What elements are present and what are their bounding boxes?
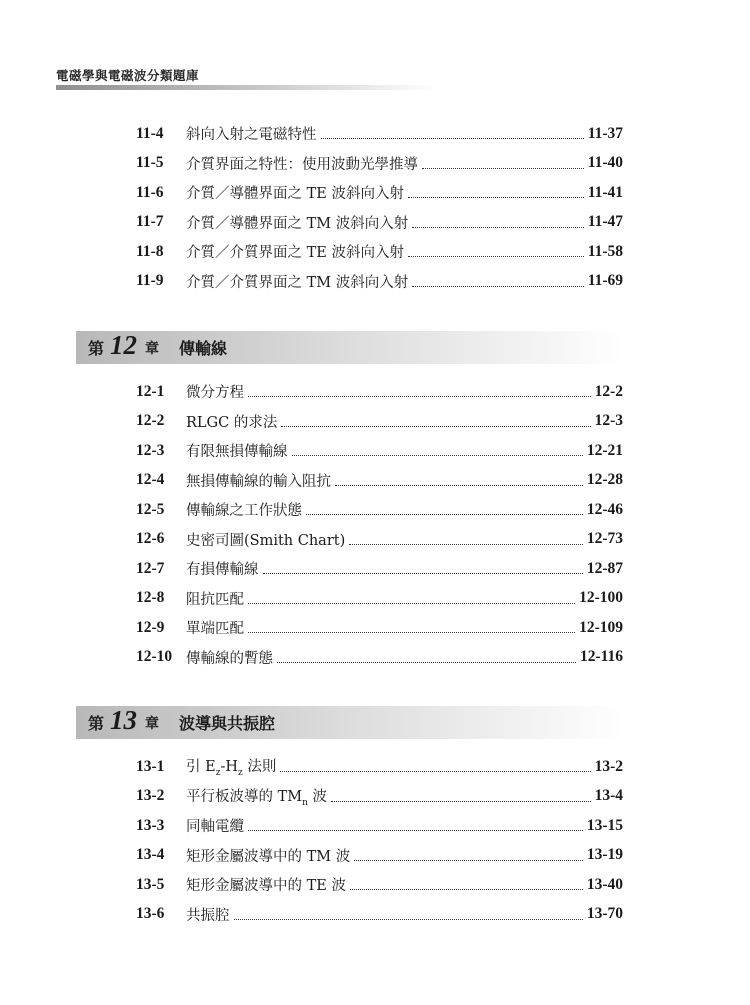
dot-leader	[354, 860, 583, 861]
toc-entry[interactable]	[136, 554, 623, 584]
entry-page: 13-40	[586, 875, 623, 893]
chapter-number: 13	[110, 705, 138, 735]
dot-leader	[408, 197, 584, 198]
entry-page: 11-40	[587, 154, 623, 172]
entry-title: RLGC 的求法	[186, 414, 278, 431]
entry-page: 12-109	[579, 618, 623, 636]
entry-title: 阻抗匹配	[186, 591, 244, 608]
entry-title: 傳輸線的暫態	[186, 650, 273, 667]
entry-page: 11-47	[587, 213, 623, 231]
chapter-12-heading	[76, 331, 624, 364]
toc-entry[interactable]	[136, 495, 623, 525]
entry-page: 11-41	[587, 183, 623, 201]
entry-number: 11-5	[136, 154, 164, 172]
dot-leader	[321, 138, 584, 139]
entry-number: 12-5	[136, 500, 165, 518]
dot-leader	[422, 168, 584, 169]
entry-title: 介質／導體界面之 TM 波斜向入射	[186, 215, 409, 232]
entry-page: 13-70	[586, 905, 623, 923]
toc-chapter-13	[136, 752, 623, 929]
entry-number: 12-9	[136, 618, 165, 636]
entry-page: 12-2	[594, 382, 623, 400]
toc-entry[interactable]	[136, 841, 623, 871]
entry-title: 單端匹配	[186, 621, 244, 638]
dot-leader	[263, 573, 583, 574]
entry-number: 12-1	[136, 382, 165, 400]
dot-leader	[349, 544, 583, 545]
toc-entry[interactable]	[136, 752, 623, 782]
entry-number: 11-4	[136, 124, 164, 142]
toc-entry[interactable]	[136, 782, 623, 812]
entry-number: 12-2	[136, 412, 165, 430]
toc-entry[interactable]	[136, 811, 623, 841]
toc-section-11	[136, 119, 623, 296]
dot-leader	[281, 426, 590, 427]
entry-number: 11-9	[136, 272, 164, 290]
toc-entry[interactable]	[136, 407, 623, 437]
toc-entry[interactable]	[136, 643, 623, 673]
chapter-title: 傳輸線	[179, 339, 228, 358]
dot-leader	[248, 830, 583, 831]
entry-number: 12-7	[136, 559, 165, 577]
toc-entry[interactable]	[136, 208, 623, 238]
running-header: 電磁學與電磁波分類題庫	[56, 68, 200, 83]
entry-number: 13-4	[136, 846, 165, 864]
entry-number: 12-6	[136, 530, 165, 548]
dot-leader	[412, 286, 583, 287]
entry-number: 11-7	[136, 213, 164, 231]
entry-page: 12-100	[579, 589, 623, 607]
entry-title: 無損傳輸線的輸入阻抗	[186, 473, 331, 490]
toc-entry[interactable]	[136, 267, 623, 297]
entry-number: 13-5	[136, 875, 165, 893]
chapter-prefix: 第	[88, 339, 105, 358]
entry-page: 12-116	[579, 648, 623, 666]
toc-entry[interactable]	[136, 149, 623, 179]
entry-number: 13-3	[136, 816, 165, 834]
toc-entry[interactable]	[136, 436, 623, 466]
chapter-suffix: 章	[145, 715, 160, 732]
entry-page: 12-87	[586, 559, 623, 577]
entry-title: 傳輸線之工作狀態	[186, 503, 302, 520]
entry-number: 13-2	[136, 787, 165, 805]
entry-number: 12-8	[136, 589, 165, 607]
toc-entry[interactable]	[136, 870, 623, 900]
entry-title: 介質／介質界面之 TE 波斜向入射	[186, 245, 404, 262]
entry-title: 有限無損傳輸線	[186, 444, 288, 461]
entry-page: 12-3	[594, 412, 623, 430]
chapter-suffix: 章	[145, 340, 160, 357]
entry-page: 11-69	[587, 272, 623, 290]
entry-number: 12-3	[136, 441, 165, 459]
dot-leader	[412, 227, 583, 228]
entry-title: 平行板波導的 $TM_n$ 波	[186, 788, 328, 808]
entry-title: 有損傳輸線	[186, 562, 259, 579]
toc-entry[interactable]	[136, 237, 623, 267]
dot-leader	[234, 919, 583, 920]
entry-title: 引 $E_z-H_z$ 法則	[186, 759, 277, 779]
entry-title: 斜向入射之電磁特性	[186, 127, 317, 144]
entry-page: 13-15	[586, 816, 623, 834]
entry-page: 12-46	[586, 500, 623, 518]
entry-title: 矩形金屬波導中的 TE 波	[186, 878, 346, 895]
entry-page: 12-73	[586, 530, 623, 548]
toc-entry[interactable]	[136, 584, 623, 614]
dot-leader	[280, 771, 590, 772]
dot-leader	[248, 396, 591, 397]
entry-title: 介質／導體界面之 TE 波斜向入射	[186, 186, 404, 203]
entry-title: 史密司圖(Smith Chart)	[186, 532, 346, 549]
chapter-number: 12	[110, 330, 138, 360]
entry-page: 11-37	[587, 124, 623, 142]
dot-leader	[335, 485, 583, 486]
toc-entry[interactable]	[136, 900, 623, 930]
entry-number: 11-6	[136, 183, 164, 201]
entry-title: 微分方程	[186, 385, 244, 402]
entry-number: 11-8	[136, 242, 164, 260]
toc-chapter-12	[136, 377, 623, 672]
entry-title: 介質／介質界面之 TM 波斜向入射	[186, 274, 409, 291]
entry-title: 同軸電纜	[186, 819, 244, 836]
chapter-title: 波導與共振腔	[179, 714, 276, 733]
entry-page: 12-28	[586, 471, 623, 489]
toc-entry[interactable]	[136, 466, 623, 496]
toc-entry[interactable]	[136, 525, 623, 555]
dot-leader	[408, 256, 584, 257]
entry-page: 13-4	[594, 787, 623, 805]
toc-entry[interactable]	[136, 613, 623, 643]
entry-number: 13-6	[136, 905, 165, 923]
entry-title: 介質界面之特性：使用波動光學推導	[186, 156, 418, 173]
dot-leader	[306, 514, 583, 515]
entry-number: 13-1	[136, 757, 165, 775]
dot-leader	[292, 455, 583, 456]
chapter-prefix: 第	[88, 714, 105, 733]
entry-page: 13-2	[594, 757, 623, 775]
dot-leader	[277, 662, 576, 663]
entry-page: 13-19	[586, 846, 623, 864]
dot-leader	[331, 801, 591, 802]
header-rule	[56, 85, 436, 90]
toc-entry[interactable]	[136, 178, 623, 208]
entry-page: 11-58	[587, 242, 623, 260]
toc-entry[interactable]	[136, 377, 623, 407]
dot-leader	[350, 889, 583, 890]
dot-leader	[248, 603, 575, 604]
entry-page: 12-21	[586, 441, 623, 459]
entry-title: 矩形金屬波導中的 TM 波	[186, 848, 351, 865]
entry-title: 共振腔	[186, 907, 230, 924]
toc-entry[interactable]	[136, 119, 623, 149]
dot-leader	[248, 632, 575, 633]
entry-number: 12-10	[136, 648, 173, 666]
chapter-13-heading	[76, 706, 624, 739]
entry-number: 12-4	[136, 471, 165, 489]
